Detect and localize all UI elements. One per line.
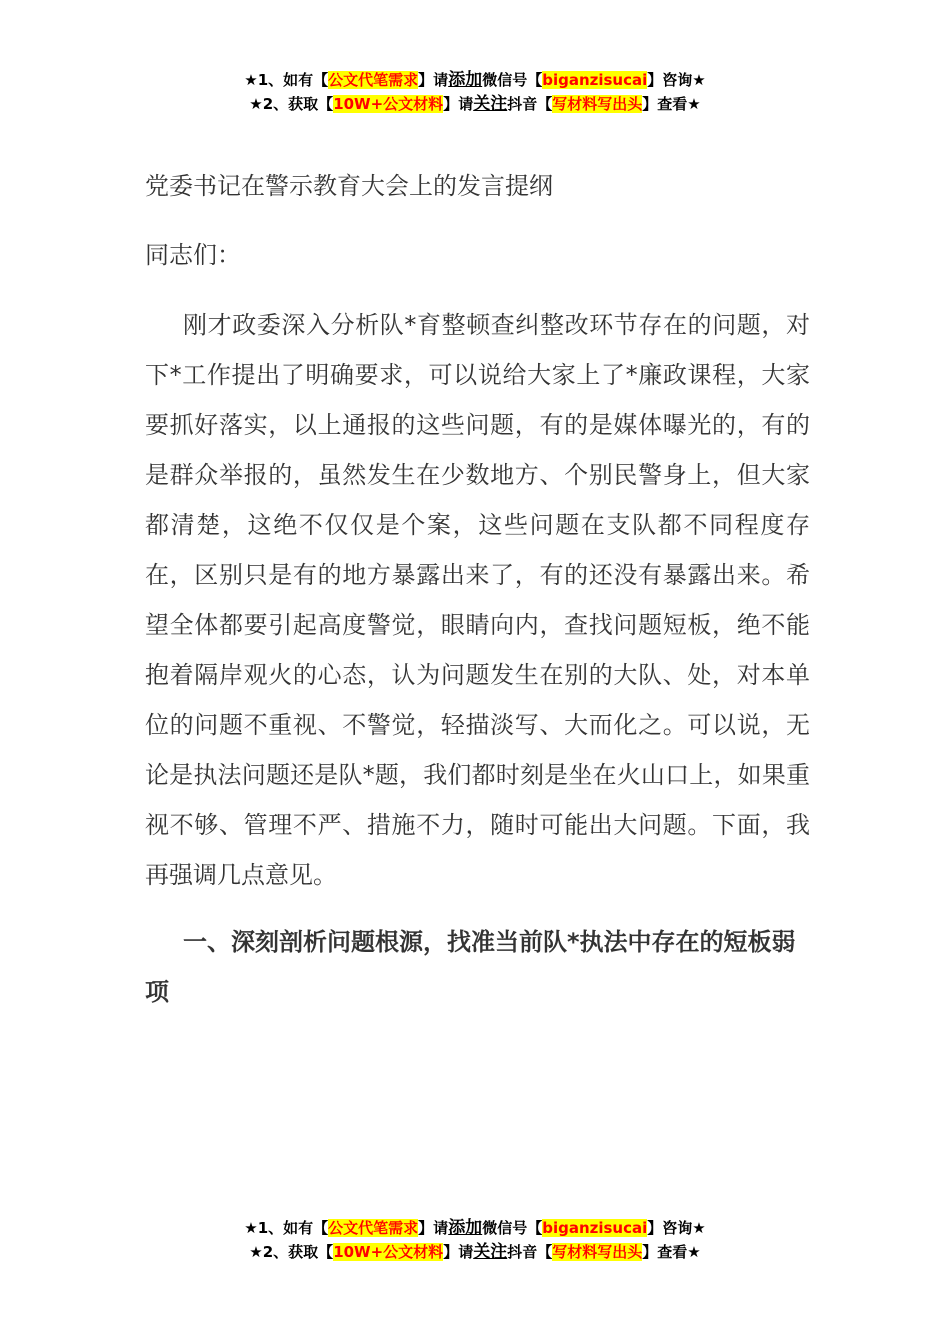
star-icon: ★: [244, 1219, 258, 1237]
banner-text: 抖音【: [507, 95, 553, 113]
banner-text: 】请: [443, 95, 474, 113]
banner-text: 】查看: [642, 95, 688, 113]
banner-text: 】请: [443, 1243, 474, 1261]
banner-text: 】请: [418, 71, 449, 89]
banner-text: 1、如有【: [257, 71, 329, 89]
star-icon: ★: [249, 95, 263, 113]
star-icon: ★: [692, 1219, 706, 1237]
banner-text: 微信号【: [482, 1219, 543, 1237]
star-icon: ★: [687, 95, 701, 113]
body-paragraph: 刚才政委深入分析队*育整顿查纠整改环节存在的问题，对下*工作提出了明确要求，可以说给大家上了*廉政课程，大家要抓好落实，以上通报的这些问题，有的是媒体曝光的，有的是群众举报的，虽然发生在少数地方、个别民警身上，但大家都清楚，这绝不仅仅是个案，这些问题在支队都不同程度存在，区别只是有的地方暴露出来了，有的还没有暴露出来。希望全体都要引起高度警觉，眼睛向内，查找问题短板，绝不能抱着隔岸观火的心态，认为问题发生在别的大队、处，对本单位的问题不重视、不警觉，轻描淡写、大而化之。可以说，无论是执法问题还是队*题，我们都时刻是坐在火山口上，如果重视不够、管理不严、措施不力，随时可能出大问题。下面，我再强调几点意见。: [145, 311, 810, 889]
star-icon: ★: [244, 71, 258, 89]
star-icon: ★: [687, 1243, 701, 1261]
banner-text: 】咨询: [647, 1219, 693, 1237]
top-promo-banner: [0, 68, 950, 116]
banner-text: 】查看: [642, 1243, 688, 1261]
banner-line-2: [0, 92, 950, 116]
banner-line-1: [0, 1216, 950, 1240]
banner-emphasis: 关注: [473, 1242, 508, 1262]
banner-text: 2、获取【: [262, 95, 334, 113]
banner-emphasis: 添加: [448, 70, 483, 90]
banner-line-1: [0, 68, 950, 92]
star-icon: ★: [249, 1243, 263, 1261]
bottom-promo-banner: [0, 1216, 950, 1264]
banner-text: 抖音【: [507, 1243, 553, 1261]
banner-text: 2、获取【: [262, 1243, 334, 1261]
highlight-materials: 10W+公文材料: [333, 95, 444, 113]
star-icon: ★: [692, 71, 706, 89]
banner-text: 1、如有【: [257, 1219, 329, 1237]
highlight-douyin-account: 写材料写出头: [552, 95, 643, 113]
highlight-materials: 10W+公文材料: [333, 1243, 444, 1261]
highlight-douyin-account: 写材料写出头: [552, 1243, 643, 1261]
banner-text: 微信号【: [482, 71, 543, 89]
highlight-wechat-id: biganzisucai: [542, 71, 648, 89]
banner-emphasis: 关注: [473, 94, 508, 114]
section-heading: 一、深刻剖析问题根源，找准当前队*执法中存在的短板弱项: [145, 928, 796, 1006]
salutation: 同志们：: [145, 241, 241, 269]
banner-text: 】请: [418, 1219, 449, 1237]
highlight-service: 公文代笔需求: [328, 1219, 419, 1237]
banner-line-2: [0, 1240, 950, 1264]
document-title: 党委书记在警示教育大会上的发言提纲: [145, 172, 553, 200]
highlight-service: 公文代笔需求: [328, 71, 419, 89]
banner-text: 】咨询: [647, 71, 693, 89]
highlight-wechat-id: biganzisucai: [542, 1219, 648, 1237]
banner-emphasis: 添加: [448, 1218, 483, 1238]
